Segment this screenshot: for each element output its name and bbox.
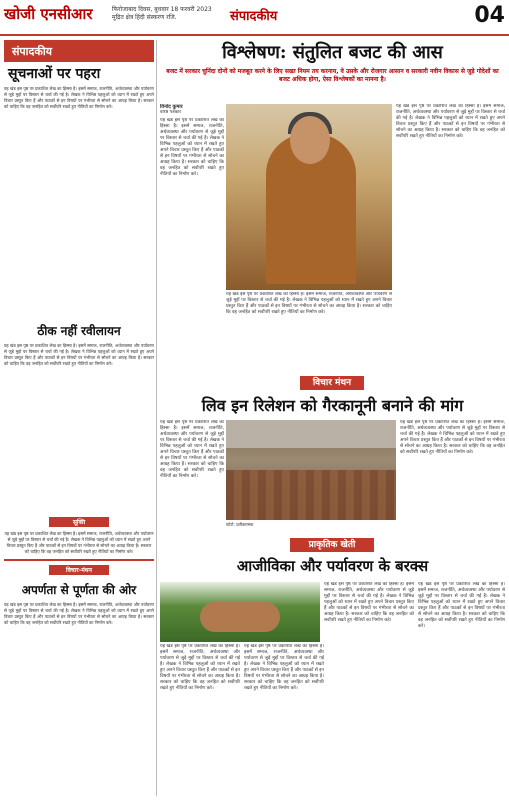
editorial-headline: सूचनाओं पर पहरा (8, 66, 101, 82)
editorial-tag: संपादकीय (4, 40, 154, 62)
vichar-banner (160, 376, 505, 390)
column-rule (156, 40, 157, 796)
masthead: खोजी एनसीआर (4, 5, 93, 23)
vichar-body: यह खंड इस पृष्ठ पर प्रकाशित लेख का हिस्सा है। इसमें समाज, राजनीति, अर्थव्यवस्था और पर्यावरण से जुड़े मुद्दों पर विस्तार से चर्चा की गई है। लेखक ने विभिन्न पहलुओं को ध्यान में रखते हुए अपने विचार प्रस्तुत किए हैं और पाठकों से इन विषयों पर गंभीरता से सोचने का आग्रह किया है। सरकार को चाहिए कि वह जनहित को सर्वोपरि रखते हुए नीतियों का निर्माण करे। (4, 602, 154, 625)
author-name: विनोद कुमार (160, 104, 183, 110)
editorial-sub-headline: ठीक नहीं रवीलायन (37, 324, 121, 338)
prakritik-col-1: यह खंड इस पृष्ठ पर प्रकाशित लेख का हिस्सा है। इसमें समाज, राजनीति, अर्थव्यवस्था और पर्यावरण से जुड़े मुद्दों पर विस्तार से चर्चा की गई है। लेखक ने विभिन्न पहलुओं को ध्यान में रखते हुए अपने विचार प्रस्तुत किए हैं और पाठकों से इन विषयों पर गंभीरता से सोचने का आग्रह किया है। सरकार को चाहिए कि वह जनहित को सर्वोपरि रखते हुए नीतियों का निर्माण करे। (160, 644, 240, 691)
main-headline: विश्लेषण: संतुलित बजट की आस (222, 42, 443, 63)
page-number: 04 (474, 3, 505, 28)
prakritik-col-4: यह खंड इस पृष्ठ पर प्रकाशित लेख का हिस्सा है। इसमें समाज, राजनीति, अर्थव्यवस्था और पर्यावरण से जुड़े मुद्दों पर विस्तार से चर्चा की गई है। लेखक ने विभिन्न पहलुओं को ध्यान में रखते हुए अपने विचार प्रस्तुत किए हैं और पाठकों से इन विषयों पर गंभीरता से सोचने का आग्रह किया है। सरकार को चाहिए कि वह जनहित को सर्वोपरि रखते हुए नीतियों का निर्माण करे। (418, 582, 505, 629)
prakritik-banner (160, 538, 505, 552)
prakritik-col-3: यह खंड इस पृष्ठ पर प्रकाशित लेख का हिस्सा है। इसमें समाज, राजनीति, अर्थव्यवस्था और पर्यावरण से जुड़े मुद्दों पर विस्तार से चर्चा की गई है। लेखक ने विभिन्न पहलुओं को ध्यान में रखते हुए अपने विचार प्रस्तुत किए हैं और पाठकों से इन विषयों पर गंभीरता से सोचने का आग्रह किया है। सरकार को चाहिए कि वह जनहित को सर्वोपरि रखते हुए नीतियों का निर्माण करे। (324, 582, 414, 623)
prakritik-col-2: यह खंड इस पृष्ठ पर प्रकाशित लेख का हिस्सा है। इसमें समाज, राजनीति, अर्थव्यवस्था और पर्यावरण से जुड़े मुद्दों पर विस्तार से चर्चा की गई है। लेखक ने विभिन्न पहलुओं को ध्यान में रखते हुए अपने विचार प्रस्तुत किए हैं और पाठकों से इन विषयों पर गंभीरता से सोचने का आग्रह किया है। सरकार को चाहिए कि वह जनहित को सर्वोपरि रखते हुए नीतियों का निर्माण करे। (244, 644, 324, 691)
vichar-photo (226, 420, 396, 520)
author-role: वरिष्ठ पत्रकार (160, 110, 182, 115)
vichar-main-headline: लिव इन रिलेशन को गैरकानूनी बनाने की मांग (201, 396, 464, 415)
editorial-sub-body: यह खंड इस पृष्ठ पर प्रकाशित लेख का हिस्सा है। इसमें समाज, राजनीति, अर्थव्यवस्था और पर्यावरण से जुड़े मुद्दों पर विस्तार से चर्चा की गई है। लेखक ने विभिन्न पहलुओं को ध्यान में रखते हुए अपने विचार प्रस्तुत किए हैं और पाठकों से इन विषयों पर गंभीरता से सोचने का आग्रह किया है। सरकार को चाहिए कि वह जनहित को सर्वोपरि रखते हुए नीतियों का निर्माण करे। (4, 343, 154, 366)
page-header (0, 0, 509, 36)
main-photo (226, 104, 392, 290)
sukti-text: यह खंड इस पृष्ठ पर प्रकाशित लेख का हिस्सा है। इसमें समाज, राजनीति, अर्थव्यवस्था और पर्यावरण से जुड़े मुद्दों पर विस्तार से चर्चा की गई है। लेखक ने विभिन्न पहलुओं को ध्यान में रखते हुए अपने विचार प्रस्तुत किए हैं और पाठकों से इन विषयों पर गंभीरता से सोचने का आग्रह किया है। सरकार को चाहिए कि वह जनहित को सर्वोपरि रखते हुए नीतियों का निर्माण करे। (4, 531, 154, 554)
left-column (4, 40, 154, 796)
editorial-body: यह खंड इस पृष्ठ पर प्रकाशित लेख का हिस्सा है। इसमें समाज, राजनीति, अर्थव्यवस्था और पर्यावरण से जुड़े मुद्दों पर विस्तार से चर्चा की गई है। लेखक ने विभिन्न पहलुओं को ध्यान में रखते हुए अपने विचार प्रस्तुत किए हैं और पाठकों से इन विषयों पर गंभीरता से सोचने का आग्रह किया है। सरकार को चाहिए कि वह जनहित को सर्वोपरि रखते हुए नीतियों का निर्माण करे। (4, 86, 154, 109)
prakritik-tag: प्राकृतिक खेती (290, 538, 374, 552)
sukti-tag: सूक्ति (49, 517, 109, 527)
main-col-2: यह खंड इस पृष्ठ पर प्रकाशित लेख का हिस्सा है। इसमें समाज, राजनीति, अर्थव्यवस्था और पर्यावरण से जुड़े मुद्दों पर विस्तार से चर्चा की गई है। लेखक ने विभिन्न पहलुओं को ध्यान में रखते हुए अपने विचार प्रस्तुत किए हैं और पाठकों से इन विषयों पर गंभीरता से सोचने का आग्रह किया है। सरकार को चाहिए कि वह जनहित को सर्वोपरि रखते हुए नीतियों का निर्माण करे। (226, 292, 392, 315)
vichar-col-left: यह खंड इस पृष्ठ पर प्रकाशित लेख का हिस्सा है। इसमें समाज, राजनीति, अर्थव्यवस्था और पर्यावरण से जुड़े मुद्दों पर विस्तार से चर्चा की गई है। लेखक ने विभिन्न पहलुओं को ध्यान में रखते हुए अपने विचार प्रस्तुत किए हैं और पाठकों से इन विषयों पर गंभीरता से सोचने का आग्रह किया है। सरकार को चाहिए कि वह जनहित को सर्वोपरि रखते हुए नीतियों का निर्माण करे। (160, 420, 224, 479)
main-right-text: यह खंड इस पृष्ठ पर प्रकाशित लेख का हिस्सा है। इसमें समाज, राजनीति, अर्थव्यवस्था और पर्यावरण से जुड़े मुद्दों पर विस्तार से चर्चा की गई है। लेखक ने विभिन्न पहलुओं को ध्यान में रखते हुए अपने विचार प्रस्तुत किए हैं और पाठकों से इन विषयों पर गंभीरता से सोचने का आग्रह किया है। सरकार को चाहिए कि वह जनहित को सर्वोपरि रखते हुए नीतियों का निर्माण करे। (396, 104, 505, 139)
divider (4, 559, 154, 561)
vichar-tag: विचार मंथन (300, 376, 364, 390)
main-deck: बजट में सरकार चुनिंदा दोनों को मजबूत करने के लिए सख्त नियम तय करनाय, वे उसके और रोजगार आसान व सरकारी नवीन विकास से जुड़े गोदेशों का बजट अधिक होगा, ऐसा विश्लेषकों का मानना है। (166, 68, 499, 83)
prakritik-photo (160, 582, 320, 642)
vichar-headline: अपर्णता से पूर्णता की ओर (21, 583, 137, 597)
main-col-1: यह खंड इस पृष्ठ पर प्रकाशित लेख का हिस्सा है। इसमें समाज, राजनीति, अर्थव्यवस्था और पर्यावरण से जुड़े मुद्दों पर विस्तार से चर्चा की गई है। लेखक ने विभिन्न पहलुओं को ध्यान में रखते हुए अपने विचार प्रस्तुत किए हैं और पाठकों से इन विषयों पर गंभीरता से सोचने का आग्रह किया है। सरकार को चाहिए कि वह जनहित को सर्वोपरि रखते हुए नीतियों का निर्माण करे। (160, 118, 224, 177)
section-title: संपादकीय (230, 9, 278, 24)
main-left-text (160, 104, 224, 372)
vichar-photo-caption: फोटो: प्रतीकात्मक (226, 522, 254, 527)
dateline: फिरोजाबाद दिवस, बुधवार 18 फरवरी 2023 मुद्रित क्षेत्र हिंदी संस्करण रजि. (112, 6, 212, 21)
prakritik-headline: आजीविका और पर्यावरण के बरक्स (236, 557, 429, 575)
vichar-col-right: यह खंड इस पृष्ठ पर प्रकाशित लेख का हिस्सा है। इसमें समाज, राजनीति, अर्थव्यवस्था और पर्यावरण से जुड़े मुद्दों पर विस्तार से चर्चा की गई है। लेखक ने विभिन्न पहलुओं को ध्यान में रखते हुए अपने विचार प्रस्तुत किए हैं और पाठकों से इन विषयों पर गंभीरता से सोचने का आग्रह किया है। सरकार को चाहिए कि वह जनहित को सर्वोपरि रखते हुए नीतियों का निर्माण करे। (400, 420, 505, 455)
vichar-manthan-tag: विचार-मंथन (49, 565, 109, 575)
